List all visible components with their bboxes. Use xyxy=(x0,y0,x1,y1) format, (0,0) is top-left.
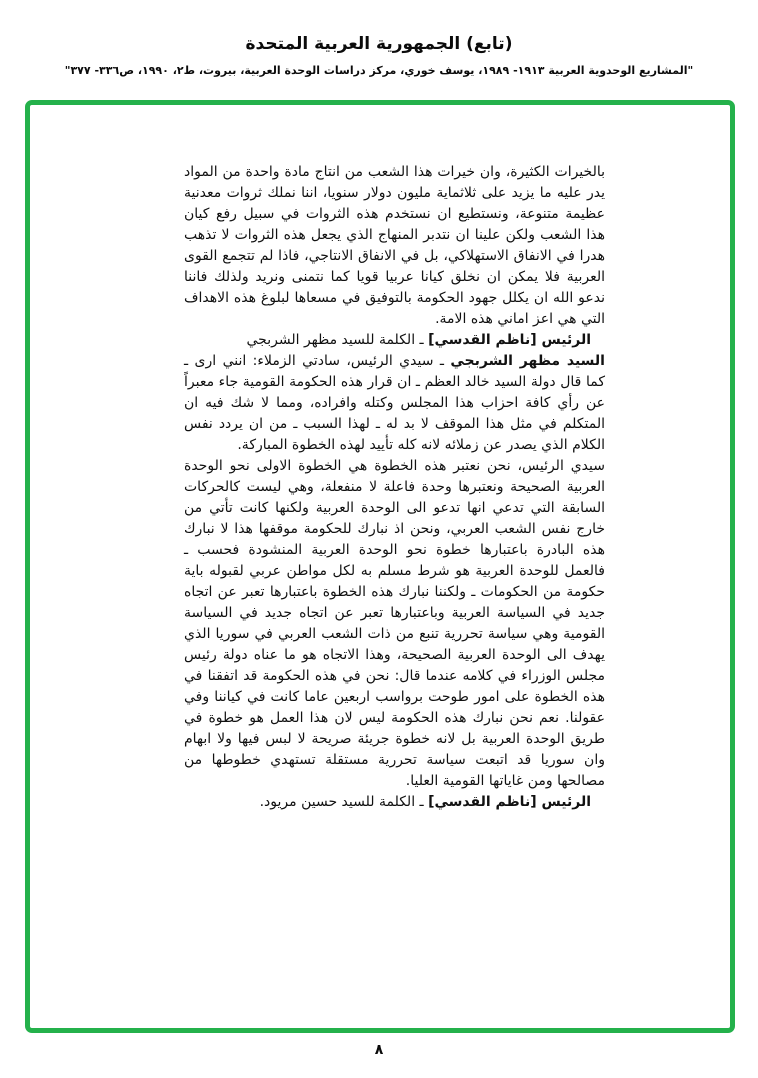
paragraph-chair-announcement xyxy=(184,330,605,351)
paragraph-text: سيدي الرئيس، نحن نعتبر هذه الخطوة هي الخطوة الاولى نحو الوحدة العربية الصحيحة ونعتبرها وحدة فاعلة لا منفعلة، وهي ليست كالحركات السابقة التي تدعي انها تدعو الى الوحدة العربية ولكنها كانت تأتي من خارج نفس الشعب العربي، ونحن اذ نبارك للحكومة موقفها هذا لا نبارك هذه البادرة باعتبارها خطوة نحو الوحدة العربية المنشودة فحسب ـ فالعمل للوحدة العربية هو شرط مسلم به لكل مواطن عربي لقبوله باية حكومة من الحكومات ـ ولكننا نبارك هذه الخطوة باعتبارها تعبر عن اتجاه جديد في السياسة العربية وباعتبارها تعبر عن اتجاه جديد في السياسة القومية وهي سياسة تحررية تنبع من ذات الشعب العربي في سوريا الذي يهدف الى الوحدة العربية الصحيحة، وهذا الاتجاه هو ما عناه دولة رئيس مجلس الوزراء في كلامه عندما قال: نحن في هذه الحكومة قد اتفقنا في هذه الخطوة على امور طوحت برواسب اربعين عاما كانت في كياننا وفي عقولنا. نعم نحن نبارك هذه الحكومة ليس لان هذا العمل هو خطوة في طريق الوحدة العربية بل لانه خطوة جريئة صريحة لا لبس فيها ولا ابهام وان سوريا قد اتبعت سياسة تحررية مستقلة تستهدي خطوطها من مصالحها ومن غاياتها القومية العليا. xyxy=(184,458,605,789)
speaker-name: السيد مظهر الشربجي xyxy=(450,353,605,369)
paragraph-speech-sharabji xyxy=(184,351,605,456)
paragraph-text: ـ الكلمة للسيد حسين مريود. xyxy=(259,794,429,810)
paragraph-continuation xyxy=(184,162,605,330)
citation-line: "المشاريع الوحدوية العربية ١٩١٣- ١٩٨٩، يوسف خوري، مركز دراسات الوحدة العربية، بيروت، ط٢، ١٩٩٠، ص٣٣٦- ٣٧٧" xyxy=(64,64,694,77)
paragraph-text: ـ سيدي الرئيس، سادتي الزملاء: انني ارى ـ كما قال دولة السيد خالد العظم ـ ان قرار هذه الحكومة القومية جاء معبراً عن رأي كافة احزاب هذا المجلس وكتله وافراده، ومما لا شك فيه ان المتكلم في مثل هذا الموقف لا بد له ـ لهذا السبب ـ من ان يردد نفس الكلام الذي يصدر عن زملائه لانه كله تأييد لهذه الخطوة المباركة. xyxy=(184,353,605,453)
page-title: (تابع) الجمهورية العربية المتحدة xyxy=(245,34,513,54)
paragraph-speech-continued xyxy=(184,456,605,792)
speaker-name: الرئيس [ناظم القدسي] xyxy=(428,332,591,348)
paragraph-text: ـ الكلمة للسيد مظهر الشربجي xyxy=(246,332,429,348)
paragraph-text: بالخيرات الكثيرة، وان خيرات هذا الشعب من انتاج مادة واحدة من المواد يدر عليه ما يزيد على ثلاثماية مليون دولار سنويا، اننا نملك ثروات معدنية عظيمة متنوعة، ونستطيع ان نستخدم هذه الثروات في سبيل رفع كيان هذا الشعب ولكن علينا ان نتدبر المنهاج الذي يجعل هذه الثروات لا تذهب هدرا في الانفاق الاستهلاكي، بل في الانفاق الانتاجي، فاذا لم تتجمع القوى العربية فلا يمكن ان نخلق كيانا عربيا قويا كما نتمنى ونريد ولذلك فاننا ندعو الله ان يكلل جهود الحكومة بالتوفيق في مسعاها لبلوغ هذه الاهداف التي هي اعز اماني هذه الامة. xyxy=(184,164,605,327)
page-number: ٨ xyxy=(374,1042,384,1058)
paragraph-chair-announcement xyxy=(184,792,605,813)
text-column xyxy=(184,162,605,813)
speaker-name: الرئيس [ناظم القدسي] xyxy=(428,794,591,810)
